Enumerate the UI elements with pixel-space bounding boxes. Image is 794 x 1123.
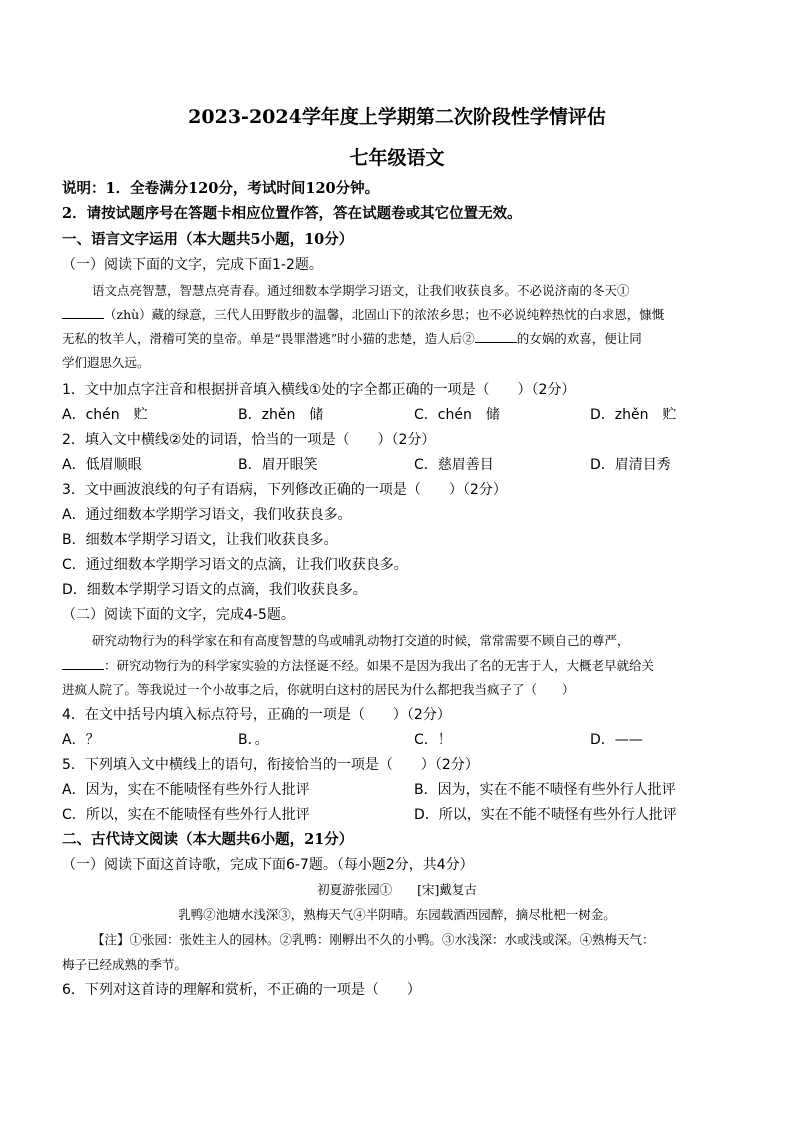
q5-option-a[interactable]: A．因为，实在不能啧怪有些外行人批评 <box>62 782 310 798</box>
passage-line-3 <box>62 328 762 350</box>
question-4-stem: 4．在文中括号内填入标点符号，正确的一项是（ ）（2分） <box>62 707 451 723</box>
q1-option-a[interactable]: A．chén 贮 <box>62 407 148 423</box>
section-1-heading: 一、语言文字运用（本大题共5小题，10分） <box>62 231 354 248</box>
instructions-line-1: 说明：1．全卷满分120分，考试时间120分钟。 <box>62 180 380 197</box>
section-2-heading: 二、古代诗文阅读（本大题共6小题，21分） <box>62 831 354 848</box>
question-1-stem: 1．文中加点字注音和根据拼音填入横线①处的字全都正确的一项是（ ）（2分） <box>62 382 576 398</box>
question-5-stem: 5．下列填入文中横线上的语句，衔接恰当的一项是（ ）（2分） <box>62 757 479 773</box>
passage-line-2 <box>62 304 762 326</box>
passage-line-3-text: 无私的牧羊人，滑稽可笑的皇帝。单是“畏罪潜逃”时小猫的悲楚，造人后② <box>62 331 475 346</box>
q3-option-b[interactable]: B．细数本学期学习语文，让我们收获良多。 <box>62 532 338 548</box>
poem-title: 初夏游张园① [宋]戴复古 <box>317 882 477 897</box>
passage-line-2-text: （zhù）藏的绿意，三代人田野散步的温馨，北固山下的浓浓乡思；也不必说纯粹热忱的白求恩，慷慨 <box>104 307 665 322</box>
question-6-stem: 6．下列对这首诗的理解和赏析，不正确的一项是（ ） <box>62 982 421 998</box>
q3-option-c[interactable]: C．通过细数本学期学习语文的点滴，让我们收获良多。 <box>62 557 408 573</box>
q4-option-d[interactable]: D．—— <box>590 732 643 748</box>
q1-option-d[interactable]: D．zhěn 贮 <box>590 407 677 423</box>
q3-option-d[interactable]: D．细数本学期学习语文的点滴，我们收获良多。 <box>62 582 367 598</box>
section-2-part-1-intro: （一）阅读下面这首诗歌，完成下面6-7题。（每小题2分，共4分） <box>62 857 474 873</box>
passage2-line-2-text: ：研究动物行为的科学家实验的方法怪诞不经。如果不是因为我出了名的无害于人，大概老早就给关 <box>104 658 655 673</box>
q2-option-d[interactable]: D．眉清目秀 <box>590 457 671 473</box>
q4-option-a[interactable]: A．？ <box>62 732 100 748</box>
passage2-line-1: 研究动物行为的科学家在和有高度智慧的鸟或哺乳动物打交道的时候，常常需要不顾自己的尊严， <box>92 633 630 648</box>
passage2-line-3: 进疯人院了。等我说过一个小故事之后，你就明白这村的居民为什么都把我当疯子了（ ） <box>62 682 575 697</box>
passage-line-1: 语文点亮智慧，智慧点亮青春。通过细数本学期学习语文，让我们收获良多。不必说济南的冬天① <box>92 283 630 298</box>
q1-option-c[interactable]: C．chén 储 <box>414 407 500 423</box>
exam-title: 2023-2024学年度上学期第二次阶段性学情评估 <box>188 106 606 128</box>
passage2-line-2 <box>62 655 762 677</box>
poem-notes-line-2: 梅子已经成熟的季节。 <box>62 957 188 972</box>
part-1-intro: （一）阅读下面的文字，完成下面1-2题。 <box>62 257 323 273</box>
q4-option-c[interactable]: C．！ <box>414 732 452 748</box>
instructions-line-2: 2．请按试题序号在答题卡相应位置作答，答在试题卷或其它位置无效。 <box>62 205 522 222</box>
blank-2 <box>475 330 517 343</box>
part-2-intro: （二）阅读下面的文字，完成4-5题。 <box>62 607 295 623</box>
poem-notes-line-1: 【注】①张园：张姓主人的园林。②乳鸭：刚孵出不久的小鸭。③水浅深：水或浅或深。④熟梅天气： <box>92 932 655 947</box>
question-3-stem: 3．文中画波浪线的句子有语病，下列修改正确的一项是（ ）（2分） <box>62 482 507 498</box>
q5-option-b[interactable]: B．因为，实在不能不啧怪有些外行人批评 <box>414 782 676 798</box>
passage-line-3-tail: 的女娲的欢喜，便让同 <box>516 331 642 346</box>
blank-3 <box>62 657 104 670</box>
blank-1 <box>62 306 104 319</box>
q2-option-a[interactable]: A．低眉顺眼 <box>62 457 142 473</box>
q2-option-b[interactable]: B．眉开眼笑 <box>238 457 318 473</box>
passage-line-4: 学们遐思久远。 <box>62 355 150 370</box>
poem-body: 乳鸭②池塘水浅深③，熟梅天气④半阴晴。东园载酒西园醉，摘尽枇杷一树金。 <box>178 907 616 922</box>
q4-option-b[interactable]: B．。 <box>238 732 269 748</box>
exam-subtitle: 七年级语文 <box>349 147 445 169</box>
q2-option-c[interactable]: C．慈眉善目 <box>414 457 494 473</box>
q3-option-a[interactable]: A．通过细数本学期学习语文，我们收获良多。 <box>62 507 352 523</box>
question-2-stem: 2．填入文中横线②处的词语，恰当的一项是（ ）（2分） <box>62 432 436 448</box>
q1-option-b[interactable]: B．zhěn 储 <box>238 407 324 423</box>
q5-option-d[interactable]: D．所以，实在不能不啧怪有些外行人批评 <box>414 807 677 823</box>
q5-option-c[interactable]: C．所以，实在不能啧怪有些外行人批评 <box>62 807 310 823</box>
